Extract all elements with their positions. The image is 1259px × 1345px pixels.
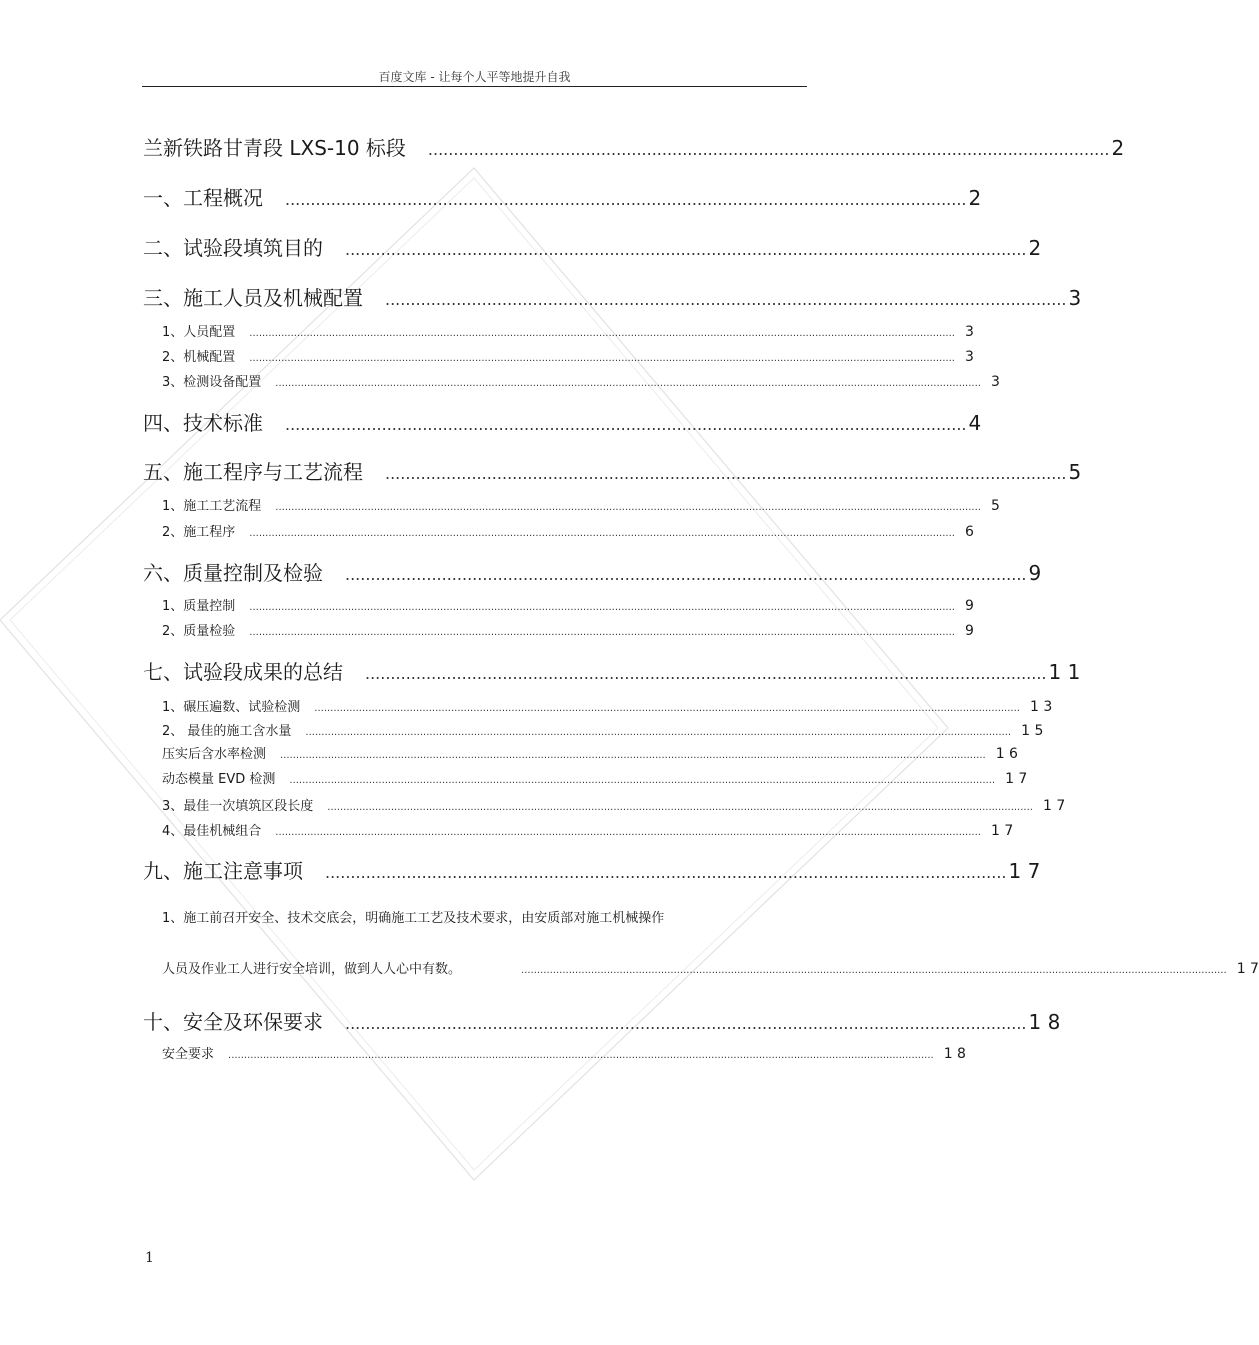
toc-entry[interactable] — [143, 182, 982, 211]
toc-entry-page: 1 7 — [1042, 798, 1066, 814]
toc-leader: ...................................................................................................................................... — [365, 664, 1047, 683]
toc-entry-label: 三、施工人员及机械配置 — [143, 286, 363, 310]
toc-entry[interactable] — [143, 232, 1042, 261]
toc-leader: .............................................................................................................................................................................................................................. — [249, 602, 955, 613]
toc-entry[interactable] — [143, 282, 1082, 311]
toc-leader: .............................................................................................................................................................................................................................. — [228, 1050, 934, 1061]
toc-entry[interactable] — [162, 743, 1018, 762]
toc-entry-label: 动态模量 EVD 检测 — [162, 772, 276, 787]
toc-entry[interactable] — [143, 656, 1081, 685]
page-header: 百度文库 - 让每个人平等地提升自我 — [378, 70, 571, 84]
toc-entry-page: 2 — [1028, 236, 1042, 260]
toc-entry-page: 3 — [964, 324, 974, 340]
toc-entry-label: 2、质量检验 — [162, 624, 236, 639]
toc-entry-label: 安全要求 — [162, 1047, 215, 1062]
toc-entry[interactable] — [162, 768, 1028, 787]
toc-entry-label: 五、施工程序与工艺流程 — [143, 460, 363, 484]
toc-leader: ...................................................................................................................................... — [385, 290, 1067, 309]
toc-leader: ...................................................................................................................................... — [427, 140, 1110, 159]
toc-leader: .............................................................................................................................................................................................................................. — [249, 528, 955, 539]
toc-entry-label: 2、施工程序 — [162, 525, 236, 540]
toc-entry-page: 1 8 — [1028, 1010, 1061, 1034]
toc-entry-label: 3、检测设备配置 — [162, 375, 262, 390]
toc-entry-page: 5 — [1068, 460, 1082, 484]
toc-entry-label: 1、施工工艺流程 — [162, 499, 262, 514]
toc-entry-label: 4、最佳机械组合 — [162, 824, 262, 839]
toc-entry-page: 2 — [968, 186, 982, 210]
toc-leader: .............................................................................................................................................................................................................................. — [314, 703, 1020, 714]
toc-entry[interactable] — [162, 346, 974, 365]
toc-entry[interactable] — [162, 958, 1259, 977]
toc-entry-page: 1 5 — [1021, 723, 1044, 739]
toc-entry-page: 9 — [964, 598, 974, 614]
toc-leader: ...................................................................................................................................... — [325, 863, 1007, 882]
toc-entry-label: 2、 最佳的施工含水量 — [162, 724, 292, 739]
toc-leader: ...................................................................................................................................... — [285, 190, 967, 209]
toc-entry-page: 9 — [964, 623, 974, 639]
toc-entry-label: 九、施工注意事项 — [143, 859, 303, 883]
toc-entry-label: 十、安全及环保要求 — [143, 1010, 323, 1034]
toc-entry-page: 1 7 — [1005, 771, 1028, 787]
toc-entry[interactable] — [162, 371, 1000, 390]
toc-entry-page: 1 7 — [1008, 859, 1041, 883]
toc-entry-page: 1 1 — [1048, 660, 1081, 684]
toc-entry-label: 六、质量控制及检验 — [143, 561, 323, 585]
toc-entry[interactable] — [162, 720, 1044, 739]
toc-leader: .............................................................................................................................................................................................................................. — [275, 378, 981, 389]
toc-leader: .............................................................................................................................................................................................................................. — [327, 802, 1033, 813]
toc-entry-page: 9 — [1028, 561, 1042, 585]
toc-entry-label: 1、质量控制 — [162, 599, 236, 614]
toc-entry[interactable] — [143, 407, 982, 436]
toc-entry[interactable] — [162, 521, 974, 540]
toc-entry-label: 3、最佳一次填筑区段长度 — [162, 799, 314, 814]
toc-entry-page: 4 — [968, 411, 982, 435]
toc-entry-label: 七、试验段成果的总结 — [143, 660, 343, 684]
toc-leader: ...................................................................................................................................... — [345, 1014, 1027, 1033]
toc-leader: ...................................................................................................................................... — [285, 415, 967, 434]
toc-entry-label: 四、技术标准 — [143, 411, 263, 435]
toc-entry[interactable] — [162, 795, 1066, 814]
toc-entry[interactable] — [162, 1043, 966, 1062]
toc-entry[interactable] — [162, 620, 974, 639]
toc-leader: .............................................................................................................................................................................................................................. — [521, 965, 1227, 976]
toc-leader: .............................................................................................................................................................................................................................. — [249, 627, 955, 638]
toc-entry-page: 1 7 — [1236, 961, 1259, 977]
toc-entry-page: 2 — [1111, 136, 1125, 160]
toc-entry-page: 1 8 — [943, 1046, 966, 1062]
toc-entry-label: 人员及作业工人进行安全培训，做到人人心中有数。 — [162, 962, 462, 977]
toc-leader: .............................................................................................................................................................................................................................. — [280, 750, 986, 761]
toc-entry-page: 1 6 — [995, 746, 1018, 762]
toc-entry[interactable] — [143, 557, 1042, 586]
toc-entry-page: 5 — [990, 498, 1000, 514]
toc-entry-label: 一、工程概况 — [143, 186, 263, 210]
toc-leader: ...................................................................................................................................... — [345, 565, 1027, 584]
toc-entry[interactable] — [143, 855, 1041, 884]
toc-entry-label: 兰新铁路甘青段 LXS-10 标段 — [143, 136, 406, 160]
toc-entry-page: 3 — [990, 374, 1000, 390]
toc-leader: .............................................................................................................................................................................................................................. — [249, 328, 955, 339]
toc-entry[interactable] — [162, 696, 1053, 715]
toc-entry[interactable] — [143, 1006, 1061, 1035]
toc-entry-label: 压实后含水率检测 — [162, 747, 267, 762]
toc-leader: .............................................................................................................................................................................................................................. — [305, 727, 1012, 738]
toc-entry[interactable] — [162, 595, 974, 614]
header-rule — [142, 86, 807, 87]
toc-entry-label: 二、试验段填筑目的 — [143, 236, 323, 260]
toc-entry-page: 6 — [964, 524, 974, 540]
toc-leader: .............................................................................................................................................................................................................................. — [275, 502, 981, 513]
toc-entry-label: 1、碾压遍数、试验检测 — [162, 700, 301, 715]
toc-entry-page: 1 7 — [990, 823, 1014, 839]
toc-entry-label: 1、人员配置 — [162, 325, 236, 340]
toc-leader: .............................................................................................................................................................................................................................. — [249, 353, 955, 364]
toc-entry-page: 3 — [964, 349, 974, 365]
toc-entry-label: 2、机械配置 — [162, 350, 236, 365]
toc-leader: ...................................................................................................................................... — [345, 240, 1027, 259]
toc-entry[interactable] — [162, 820, 1014, 839]
toc-entry-page: 3 — [1068, 286, 1082, 310]
toc-leader: .............................................................................................................................................................................................................................. — [275, 827, 981, 838]
toc-entry[interactable] — [162, 321, 974, 340]
toc-entry[interactable] — [143, 132, 1125, 161]
toc-entry-page: 1 3 — [1029, 699, 1053, 715]
toc-leader: ...................................................................................................................................... — [385, 464, 1067, 483]
toc-entry[interactable] — [143, 456, 1082, 485]
note-line: 1、施工前召开安全、技术交底会，明确施工工艺及技术要求，由安质部对施工机械操作 — [162, 911, 665, 926]
toc-leader: .............................................................................................................................................................................................................................. — [289, 775, 996, 786]
page-number: 1 — [145, 1250, 154, 1266]
toc-entry[interactable] — [162, 495, 1000, 514]
